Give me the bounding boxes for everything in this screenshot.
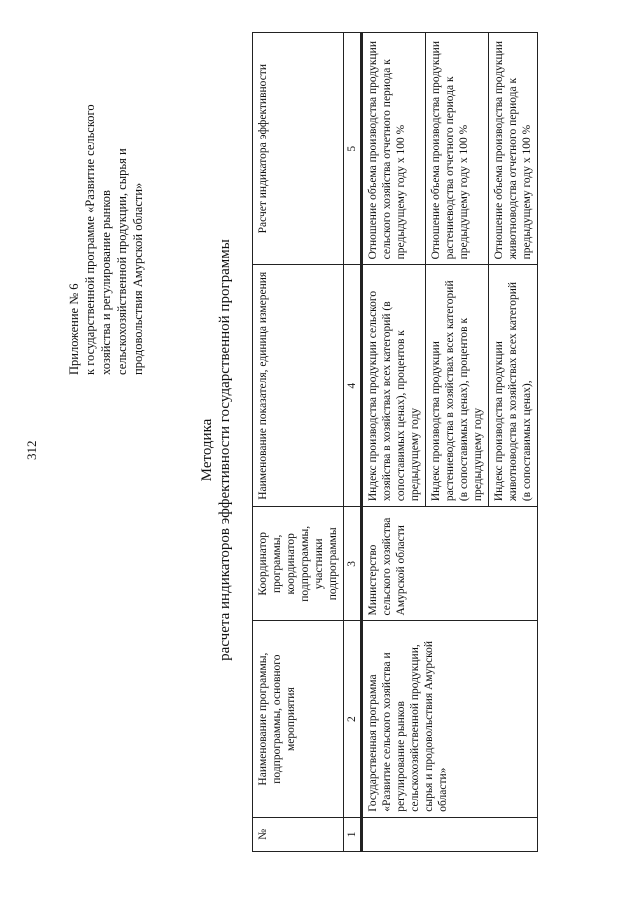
page-number: 312 [24,440,39,460]
methodology-table [252,32,538,852]
appendix-line: Приложение № 6 [67,283,81,375]
appendix-line: хозяйства и регулирование рынков [99,190,113,375]
column-number: 4 [344,265,362,507]
document-title [198,20,234,880]
column-number-row [344,33,362,852]
program-name-cell: Государственная программа «Развитие сельского хозяйства и регулирование рынков сельскохозяйственной продукции, сырья и продовольствия Амурской области» [362,621,538,817]
column-number: 2 [344,621,362,817]
appendix-line: к государственной программе «Развитие сельского [83,104,97,375]
column-number: 1 [344,817,362,851]
appendix-line: сельскохозяйственной продукции, сырья и [115,148,129,375]
calculation-cell: Отношение объема производства продукции животноводства отчетного периода к предыдущему году х 100 % [489,33,538,265]
header-indicator-name: Наименование показателя, единица измерения [253,265,344,507]
indicator-cell: Индекс производства продукции растениеводства в хозяйствах всех категорий (в сопоставимых ценах), процентов к предыдущему году [426,265,489,507]
table-row [362,33,426,852]
header-row [253,33,344,852]
column-number: 3 [344,507,362,621]
title-line-1: Методика [199,418,215,482]
coordinator-cell: Министерство сельского хозяйства Амурской области [362,507,538,621]
column-number: 5 [344,33,362,265]
title-line-2: расчета индикаторов эффективности государственной программы [217,239,233,661]
indicator-cell: Индекс производства продукции животноводства в хозяйствах всех категорий (в сопоставимых ценах), [489,265,538,507]
indicator-cell: Индекс производства продукции сельского хозяйства в хозяйствах всех категорий (в сопоставимых ценах), процентов к предыдущему году [362,265,426,507]
header-coordinator: Координатор программы, координатор подпрограммы, участники подпрограммы [253,507,344,621]
rotated-content [20,20,620,880]
appendix-line: продовольствия Амурской области» [131,182,145,375]
appendix-note [66,45,146,375]
calculation-cell: Отношение объема производства продукции сельского хозяйства отчетного периода к предыдущему году х 100 % [362,33,426,265]
header-program-name: Наименование программы, подпрограммы, основного мероприятия [253,621,344,817]
calculation-cell: Отношение объема производства продукции растениеводства отчетного периода к предыдущему году х 100 % [426,33,489,265]
row-number-cell [362,817,538,851]
header-calculation: Расчет индикатора эффективности [253,33,344,265]
header-number: № [253,817,344,851]
